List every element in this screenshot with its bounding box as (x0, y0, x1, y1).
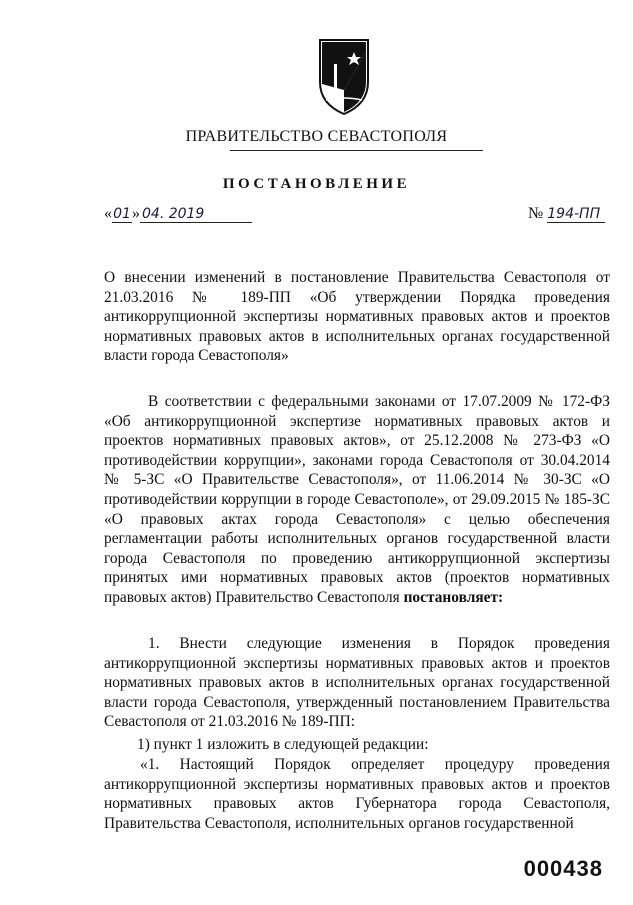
date-close-quote: » (132, 205, 140, 222)
header-divider (230, 150, 483, 151)
date-field (104, 205, 252, 223)
serial-number: 000438 (523, 856, 603, 881)
paragraph-3: «1. Настоящий Порядок определяет процедуру проведения антикоррупционной экспертизы нормативных правовых актов и проектов нормативных правовых актов Губернатора города Севастополя, Правительства Севастополя, исполнительных органов государственной (104, 756, 610, 832)
document-number: 194-ПП (547, 206, 605, 223)
paragraph-1: 1. Внести следующие изменения в Порядок проведения антикоррупционной экспертизы нормативных правовых актов и проектов нормативных правовых актов в исполнительных органах государственной власти города Севастополя, утвержденный постановлением Правительства Севастополя от 21.03.2016 № 189-ПП: (104, 635, 610, 731)
paragraph-2: 1) пункт 1 изложить в следующей редакции: (137, 736, 429, 753)
coat-of-arms-icon (316, 38, 372, 116)
document-type: ПОСТАНОВЛЕНИЕ (222, 176, 411, 192)
number-field (528, 205, 605, 223)
preamble-text: В соответствии с федеральными законами от 17.07.2009 № 172-ФЗ «Об антикоррупционной экспертизе нормативных правовых актов и проектов нормативных правовых актов», от 25.12.2008 № 273-ФЗ «О противодействии коррупции», законами города Севастополя от 30.04.2014 № 5-ЗС «О Правительстве Севастополя», от 11.06.2014 № 30-ЗС «О противодействии коррупции в городе Севастополе», от 29.09.2015 № 185-ЗС «О правовых актах города Севастополя» с целью обеспечения регламентации работы исполнительных органов государственной власти города Севастополя по проведению антикоррупционной экспертизы принятых ими нормативных правовых актов (проектов нормативных правовых актов) Правительство Севастополя (104, 393, 610, 606)
org-name: ПРАВИТЕЛЬСТВО СЕВАСТОПОЛЯ (185, 128, 448, 145)
document-title: О внесении изменений в постановление Правительства Севастополя от 21.03.2016 № 189-ПП «Об утверждении Порядка проведения антикоррупционной экспертизы нормативных правовых актов и проектов нормативных правовых актов в исполнительных органах государственной власти города Севастополя» (104, 269, 610, 365)
date-day: 01 (113, 206, 131, 222)
date-month-year: 04. 2019 (140, 206, 252, 223)
preamble-bold-word: постановляет: (403, 588, 504, 606)
date-open-quote: « (104, 205, 112, 222)
preamble (104, 392, 610, 608)
number-prefix: № (528, 205, 544, 222)
